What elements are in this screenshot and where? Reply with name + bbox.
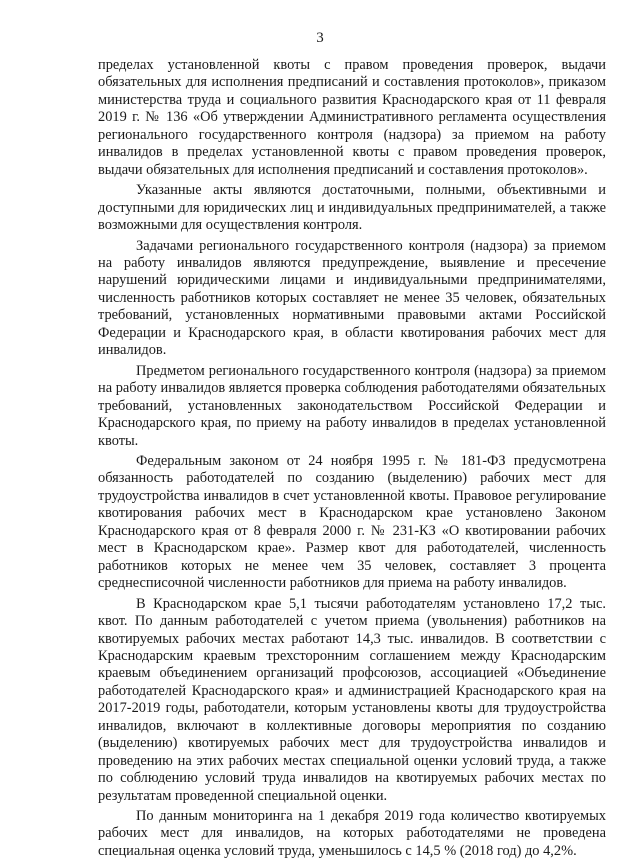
paragraph-federal-law: Федеральным законом от 24 ноября 1995 г. № 181-ФЗ предусмотрена обязанность работодателей по созданию (выделению) рабочих мест для трудоустройства инвалидов в счет установленной квоты. Правовое регулирование квотирования рабочих мест в Краснодарском крае установлено Законом Краснодарского края от 8 февраля 2000 г. № 231-КЗ «О квотировании рабочих мест в Краснодарском крае». Размер квот для работодателей, численность работников которых не менее чем 35 человек, составляет 3 процента среднесписочной численности работников для приема на работу инвалидов. (98, 452, 606, 592)
body-text (98, 57, 606, 863)
paragraph-continuation: пределах установленной квоты с правом проведения проверок, выдачи обязательных для исполнения предписаний и составления протоколов», приказом министерства труда и социального развития Краснодарского края от 11 февраля 2019 г. № 136 «Об утверждении Административного регламента осуществления регионального государственного контроля (надзора) за приемом на работу инвалидов в пределах установленной квоты с правом проведения проверок, выдачи обязательных для исполнения предписаний и составления протоколов». (98, 57, 606, 178)
paragraph-acts-sufficiency: Указанные акты являются достаточными, полными, объективными и доступными для юридических лиц и индивидуальных предпринимателей, а также возможными для осуществления контроля. (98, 182, 606, 234)
paragraph-monitoring: По данным мониторинга на 1 декабря 2019 года количество квотируемых рабочих мест для инвалидов, на которых работодателями не проведена специальная оценка условий труда, уменьшилось с 14,5 % (2018 год) до 4,2%. (98, 808, 606, 859)
paragraph-quota-statistics: В Краснодарском крае 5,1 тысячи работодателям установлено 17,2 тыс. квот. По данным работодателей с учетом приема (увольнения) работников на квотируемых рабочих местах работают 14,3 тыс. инвалидов. В соответствии с Краснодарским краевым трехсторонним соглашением между Краснодарским краевым объединением организаций профсоюзов, ассоциацией «Объединение работодателей Краснодарского края» и администрацией Краснодарского края на 2017-2019 годы, работодатели, которым установлены квоты для трудоустройства инвалидов, включают в коллективные договоры мероприятия по созданию (выделению) квотируемых рабочих мест для трудоустройства инвалидов и проведению на этих рабочих местах специальной оценки условий труда, а также по соблюдению условий труда инвалидов на квотируемых рабочих местах по результатам проведенной специальной оценки. (98, 595, 606, 804)
page-number: 3 (316, 30, 324, 46)
paragraph-control-tasks: Задачами регионального государственного контроля (надзора) за приемом на работу инвалидов являются предупреждение, выявление и пресечение нарушений юридическими лицами и индивидуальными предпринимателями, численность работников которых составляет не менее 35 человек, обязательных требований, установленных нормативными правовыми актами Российской Федерации и Краснодарского края, в области квотирования рабочих мест для инвалидов. (98, 237, 606, 359)
paragraph-control-subject: Предметом регионального государственного контроля (надзора) за приемом на работу инвалидов является проверка соблюдения работодателями обязательных требований, установленных законодательством Российской Федерации и Краснодарского края, по приему на работу инвалидов в пределах установленной квоты. (98, 362, 606, 449)
